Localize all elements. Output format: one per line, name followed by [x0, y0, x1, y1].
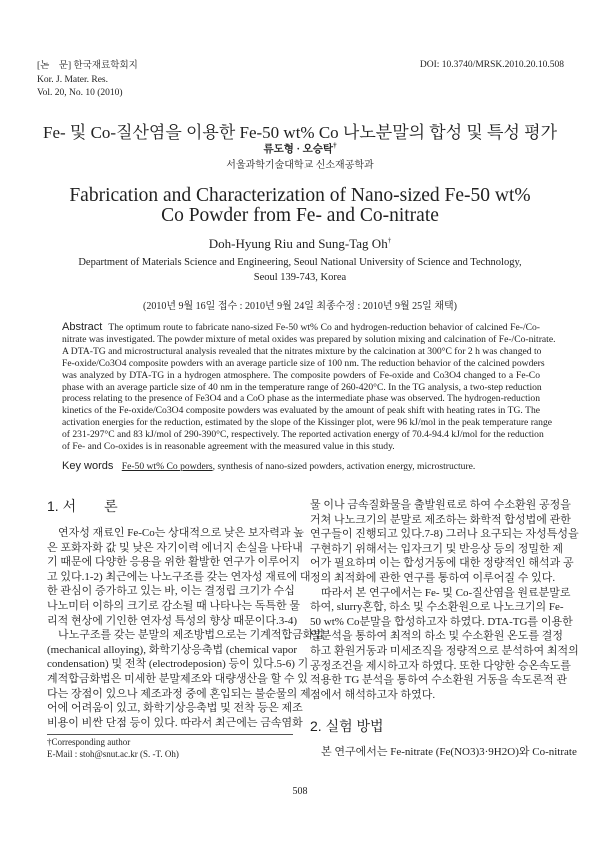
abstract-label: Abstract [62, 321, 103, 333]
title-korean: Fe- 및 Co-질산염을 이용한 Fe-50 wt% Co 나노분말의 합성 및 특성 평가 [42, 123, 557, 142]
journal-name-en: Kor. J. Mater. Res. [37, 74, 108, 85]
body-line: 어에 어려움이 있고, 화학기상응축법 및 전착 등은 제조 [47, 702, 303, 715]
body-line: 거쳐 나노크기의 분말로 제조하는 화학적 합성법에 관한 [310, 513, 571, 526]
left-column-body [47, 526, 325, 730]
body-line: 정의 최적화에 관한 연구를 통하여 이루어질 수 있다. [310, 571, 556, 584]
body-line: 연구들이 진행되고 있다.7-8) 그러나 요구되는 자성특성을 [310, 528, 579, 541]
authors-english-names: Doh-Hyung Riu and Sung-Tag Oh [208, 236, 388, 251]
authors-korean [0, 141, 600, 156]
body-line: (mechanical alloying), 화학기상응축법 (chemical vapor [47, 643, 297, 656]
affiliation-korean: 서울과학기술대학교 신소재공학과 [226, 160, 374, 171]
footnote-email: E-Mail : stoh@snut.ac.kr (S. -T. Oh) [47, 749, 179, 759]
doi: DOI: 10.3740/MRSK.2010.20.10.508 [419, 60, 564, 70]
body-line: nitrate was investigated. The powder mixture of metal oxides was prepared by solution mixing and calcination of Fe-/Co-nitrate. [62, 333, 556, 345]
body-line: activation energies for the reduction, estimated by the slope of the Kissinger plot, were 96 kJ/mol in the peak temperature range [62, 417, 553, 429]
journal-name-ko: [논 문] 한국재료학회지 [37, 61, 138, 71]
body-line: 본 연구에서는 Fe-nitrate (Fe(NO3)3·9H2O)와 Co-nitrate [310, 746, 577, 758]
body-line: 공정조건을 제시하고자 하였다. 또한 다양한 승온속도를 [310, 659, 571, 672]
abstract-text: The optimum route to fabricate nano-sized Fe-50 wt% Co and hydrogen-reduction behavior of calcined Fe-/Co- [108, 322, 540, 333]
body-line: 어가 필요하며 이는 합성거동에 대한 정량적인 해석과 공 [310, 557, 574, 570]
body-line: was analyzed by DTA-TG in a hydrogen atmosphere. The composite powders of Fe-oxide and Co3O4 changed to a Fe-Co [62, 369, 540, 381]
body-line: 계적합금화법은 미세한 분말제조와 대량생산을 할 수 있 [47, 672, 308, 685]
body-line: 하고 환원거동과 미세조직을 정량적으로 분석하여 최적의 [310, 644, 579, 657]
keywords-label: Key words [62, 460, 114, 472]
right-column-body [310, 498, 579, 702]
journal-header [37, 60, 138, 101]
authors-english [0, 236, 600, 252]
dagger-mark: † [387, 236, 392, 245]
body-line: 리적 현상에 기인한 연자성 특성의 향상 때문이다.3-4) [47, 614, 298, 627]
footnote-divider [47, 734, 293, 735]
body-line: condensation) 및 전착 (electrodeposion) 등이 있다.5-6) 기 [47, 658, 309, 671]
body-line: 은 포화자화 값 및 낮은 자기이력 에너지 손실을 나타내 [47, 541, 303, 554]
body-line: 열분석을 통하여 최적의 하소 및 수소환원 온도를 결정 [310, 630, 564, 643]
body-line: 하여, slurry혼합, 하소 및 수소환원으로 나노크기의 Fe- [310, 601, 564, 614]
department-line-1: Department of Materials Science and Engineering, Seoul National University of Science and Technology, [78, 257, 522, 268]
department-line-2: Seoul 139-743, Korea [253, 272, 347, 283]
body-line: 물 이나 금속질화물을 출발원료로 하여 수소환원 공정을 [310, 499, 571, 511]
abstract [62, 321, 556, 453]
body-line: 한 관심이 증가하고 있는 바, 이는 결정립 크기가 수십 [47, 585, 295, 598]
keyword-link: Fe-50 wt% Co powders [121, 461, 213, 472]
keywords-rest: , synthesis of nano-sized powders, activation energy, microstructure. [212, 461, 476, 472]
body-line: Fe-oxide/Co3O4 composite powders with an average particle size of 100 nm. The reduction behavior of the calcined powders [62, 357, 545, 369]
body-line: kinetics of the Fe-oxide/Co3O4 composite powders was evaluated by the amount of peak shift with heating rates in TG. The [62, 405, 540, 417]
body-line: 다는 장점이 있으나 제조과정 중에 혼입되는 불순물의 제 [47, 687, 311, 700]
footnote-corresponding: †Corresponding author [47, 737, 131, 747]
body-line: 나노구조를 갖는 분말의 제조방법으로는 기계적합금화법 [47, 629, 325, 642]
department-english [0, 255, 600, 285]
body-line: A DTA-TG and microstructural analysis revealed that the nitrates mixture by the calcination at 300°C for 2 h was changed to [62, 345, 542, 357]
body-line: 적용한 TG 분석을 통하여 수소환원 거동을 속도론적 관 [310, 674, 568, 687]
body-line: 고 있다.1-2) 최근에는 나노구조를 갖는 연자성 재료에 대 [47, 570, 311, 583]
page-number: 508 [292, 786, 308, 797]
section-2-body [310, 745, 577, 760]
journal-volume: Vol. 20, No. 10 (2010) [37, 88, 123, 98]
authors-korean-names: 류도형 · 오승탁 [263, 144, 334, 155]
body-line: 비용이 비싼 단점 등이 있다. 따라서 최근에는 금속염화 [47, 716, 303, 729]
body-line [62, 322, 540, 334]
body-line: phase with an average particle size of 40 nm in the temperature range of 260-420°C. In the TG analysis, a two-step reduction [62, 381, 542, 393]
title-english-line-1: Fabrication and Characterization of Nano-sized Fe-50 wt% [69, 185, 531, 206]
body-line: of Fe- and Co-oxides is in reasonable agreement with the measured value in this study. [62, 441, 395, 453]
title-english-line-2: Co Powder from Fe- and Co-nitrate [161, 205, 439, 226]
keywords [62, 460, 475, 472]
section-2-heading: 2. 실험 방법 [310, 718, 384, 734]
body-line: process relating to the presence of Fe3O4 and a CoO phase as the intermediate phase was observed. The hydrogen-reduction [62, 393, 541, 405]
body-line: 연자성 재료인 Fe-Co는 상대적으로 낮은 보자력과 높 [47, 527, 304, 539]
body-line: 따라서 본 연구에서는 Fe- 및 Co-질산염을 원료분말로 [310, 586, 571, 599]
dagger-mark: † [333, 141, 337, 150]
title-english [0, 186, 600, 226]
body-line: 나노미터 이하의 크기로 감소될 때 나타나는 독특한 물 [47, 599, 301, 612]
section-1-heading: 1. 서 론 [47, 498, 118, 514]
body-line: of 231-297°C and 83 kJ/mol of 290-390°C, respectively. The reported activation energy of 70.4-94.4 kJ/mol for the reduction [62, 429, 544, 441]
body-line: 점에서 해석하고자 하였다. [310, 688, 436, 701]
body-line: 50 wt% Co분말을 합성하고자 하였다. DTA-TG를 이용한 [310, 615, 573, 628]
body-line: 기 때문에 다양한 응용을 위한 활발한 연구가 이루어지 [47, 556, 301, 569]
submission-dates: (2010년 9월 16일 접수 : 2010년 9월 24일 최종수정 : 2010년 9월 25일 채택) [143, 301, 457, 312]
body-line: 구현하기 위해서는 입자크기 및 반응상 등의 정밀한 제 [310, 542, 564, 555]
